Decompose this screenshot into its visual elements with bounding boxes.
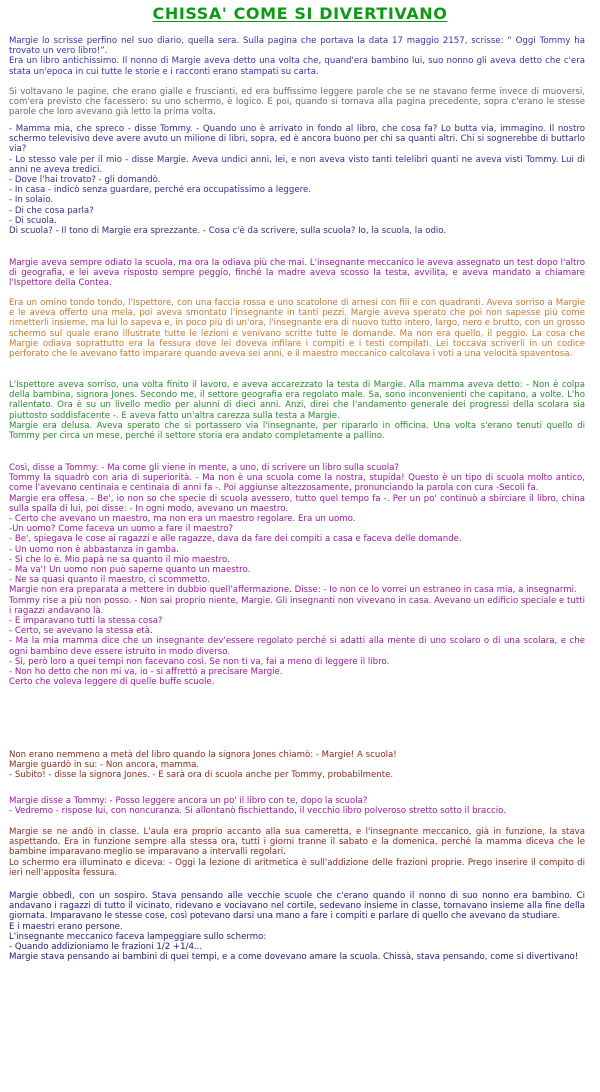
paragraph-classroom: Margie se ne andò in classe. L'aula era proprio accanto alla sua cameretta, e l'insegnante meccanico, già in funzione, la stava aspettando. Era in funzione sempre alla stessa ora, tutti i giorni tranne il sabato e la domenica, perché la mamma diceva che le bambine imparavano meglio se imparavano a intervalli regolari. Lo schermo era illuminato e diceva: - Oggi la lezione di aritmetica è sull'addizione delle frazioni proprie. Prego inserire il compito di ieri nell'apposita fessura. [9, 827, 585, 878]
paragraph-tommy-dialogue: - Mamma mia, che spreco - disse Tommy. - Quando uno è arrivato in fondo al libro, che cosa fa? Lo butta via, immagino. Il nostro schermo televisivo deve avere avuto un milione di libri, sopra, ed è ancora buono per chi sa quanti altri. Chi si sognerebbe di buttarlo via? - Lo stesso vale per il mio - disse Margie. Aveva undici anni, lei, e non aveva visto tanti telelibri quanti ne aveva visti Tommy. Lui di anni ne aveva tredici. - Dove l'hai trovato? - gli domandò. - In casa - indicò senza guardare, perché era occupatissimo a leggere. - In solaio. - Di che cosa parla? - Di scuola. Di scuola? - Il tono di Margie era sprezzante. - Cosa c'è da scrivere, sulla scuola? Io, la scuola, la odio. [9, 124, 585, 237]
paragraph-mrs-jones: Non erano nemmeno a metà del libro quando la signora Jones chiamò: - Margie! A scuola! Margie guardò in su: - Non ancora, mamma. - Subito! - disse la signora Jones. - E sarà ora di scuola anche per Tommy, probabilmente. [9, 750, 397, 781]
story-title: CHISSA' COME SI DIVERTIVANO [152, 4, 448, 23]
paragraph-inspector-talk: L'Ispettore aveva sorriso, una volta finito il lavoro, e aveva accarezzato la testa di Margie. Alla mamma aveva detto: - Non è colpa della bambina, signora Jones. Secondo me, il settore geografia era regolato male. Sa, sono inconvenienti che capitano, a volte. L'ho rallentato. Ora è su un livello medio per alunni di dieci anni. Anzi, direi che l'andamento generale dei progressi della scolara sia piuttosto soddisfacente -. E aveva fatto un'altra carezza sulla testa a Margie. Margie era delusa. Aveva sperato che si portassero via l'insegnante, per ripararlo in officina. Una volta s'erano tenuti quello di Tommy per circa un mese, perché il settore storia era andato completamente a pallino. [9, 380, 585, 442]
paragraph-later: Margie disse a Tommy: - Posso leggere ancora un po' il libro con te, dopo la scuola? - Vedremo - rispose lui, con noncuranza. Si allontanò fischiettando, il vecchio libro polveroso stretto sotto il braccio. [9, 796, 506, 817]
paragraph-diary: Margie lo scrisse perfino nel suo diario, quella sera. Sulla pagina che portava la data 17 maggio 2157, scrisse: “ Oggi Tommy ha trovato un vero libro!”. Era un libro antichissimo. Il nonno di Margie aveva detto una volta che, quand'era bambino lui, suo nonno gli aveva detto che c'era stata un'epoca in cui tutte le storie e i racconti erano stampati su carta. [9, 36, 585, 77]
paragraph-ending: Margie obbedì, con un sospiro. Stava pensando alle vecchie scuole che c'erano quando il nonno di suo nonno era bambino. Ci andavano i ragazzi di tutto il vicinato, ridevano e vociavano nel cortile, sedevano insieme in classe, tornavano insieme alla fine della giornata. Imparavano le stesse cose, così potevano darsi una mano a fare i compiti e parlare di quello che avevano da studiare. E i maestri erano persone. L'insegnante meccanico faceva lampeggiare sullo schermo: - Quando addizioniamo le frazioni 1/2 +1/4... Margie stava pensando ai bambini di quei tempi, e a come dovevano amare la scuola. Chissà, stava pensando, come si divertivano! [9, 891, 585, 963]
paragraph-pages: Si voltavano le pagine, che erano gialle e fruscianti, ed era buffissimo leggere parole che se ne stavano ferme invece di muoversi, com'era previsto che facessero: su uno schermo, è logico. E poi, quando si tornava alla pagina precedente, sopra c'erano le stesse parole che loro avevano già letto la prima volta. [9, 87, 585, 118]
paragraph-old-school: Così, disse a Tommy: - Ma come gli viene in mente, a uno, di scrivere un libro sulla scuola? Tommy la squadrò con aria di superiorità. - Ma non è una scuola come la nostra, stupida! Questo è un tipo di scuola molto antico, come l'avevano centinaia e centinaia di anni fa -. Poi aggiunse altezzosamente, pronunciando la parola con cura -Secoli fa. Margie era offesa. - Be', io non so che specie di scuola avessero, tutto quel tempo fa -. Per un po' continuò a sbirciare il libro, china sulla spalla di lui, poi disse: - In ogni modo, avevano un maestro. - Certo che avevano un maestro, ma non era un maestro regolare. Era un uomo. -Un uomo? Come faceva un uomo a fare il maestro? - Be', spiegava le cose ai ragazzi e alle ragazze, dava da fare dei compiti a casa e faceva delle domande. - Un uomo non è abbastanza in gamba. - Sì che lo è. Mio papà ne sa quanto il mio maestro. - Ma va'! Un uomo non può saperne quanto un maestro. - Ne sa quasi quanto il maestro, ci scommetto. Margie non era preparata a mettere in dubbio quell'affermazione. Disse: - Io non ce lo vorrei un estraneo in casa mia, a insegnarmi. Tommy rise a più non posso. - Non sai proprio niente, Margie. Gli insegnanti non vivevano in casa. Avevano un edificio speciale e tutti i ragazzi andavano là. - E imparavano tutti la stessa cosa? - Certo, se avevano la stessa età. - Ma la mia mamma dice che un insegnante dev'essere regolato perché si adatti alla mente di uno scolaro o di una scolara, e che ogni bambino deve essere istruito in modo diverso. - Sì, però loro a quei tempi non facevano così. Se non ti va, fai a meno di leggere il libro. - Non ho detto che non mi va, io - si affrettò a precisare Margie. Certo che voleva leggere di quelle buffe scuole. [9, 463, 585, 688]
paragraph-inspector: Era un omino tondo tondo, l'Ispettore, con una faccia rossa e uno scatolone di arnesi con fili e con quadranti. Aveva sorriso a Margie e le aveva offerto una mela, poi aveva smontato l'insegnante in tanti pezzi. Margie aveva sperato che poi non sapesse più come rimetterli insieme, ma lui lo sapeva e, in poco più di un'ora, l'insegnante era di nuovo tutto intero, largo, nero e brutto, con un grosso schermo sul quale erano illustrate tutte le lezioni e venivano scritte tutte le domande. Ma non era quello, il peggio. La cosa che Margie odiava soprattutto era la fessura dove lei doveva infilare i compiti e i testi compilati. Lei toccava scriverli in un codice perforato che le avevano fatto imparare quando aveva sei anni, e il maestro meccanico calcolava i voti a una velocità spaventosa. [9, 298, 585, 360]
paragraph-school-hate: Margie aveva sempre odiato la scuola, ma ora la odiava più che mai. L'insegnante meccanico le aveva assegnato un test dopo l'altro di geografia, e lei aveva risposto sempre peggio, finché la madre aveva scosso la testa, avvilita, e aveva mandato a chiamare l'Ispettore della Contea. [9, 258, 585, 289]
